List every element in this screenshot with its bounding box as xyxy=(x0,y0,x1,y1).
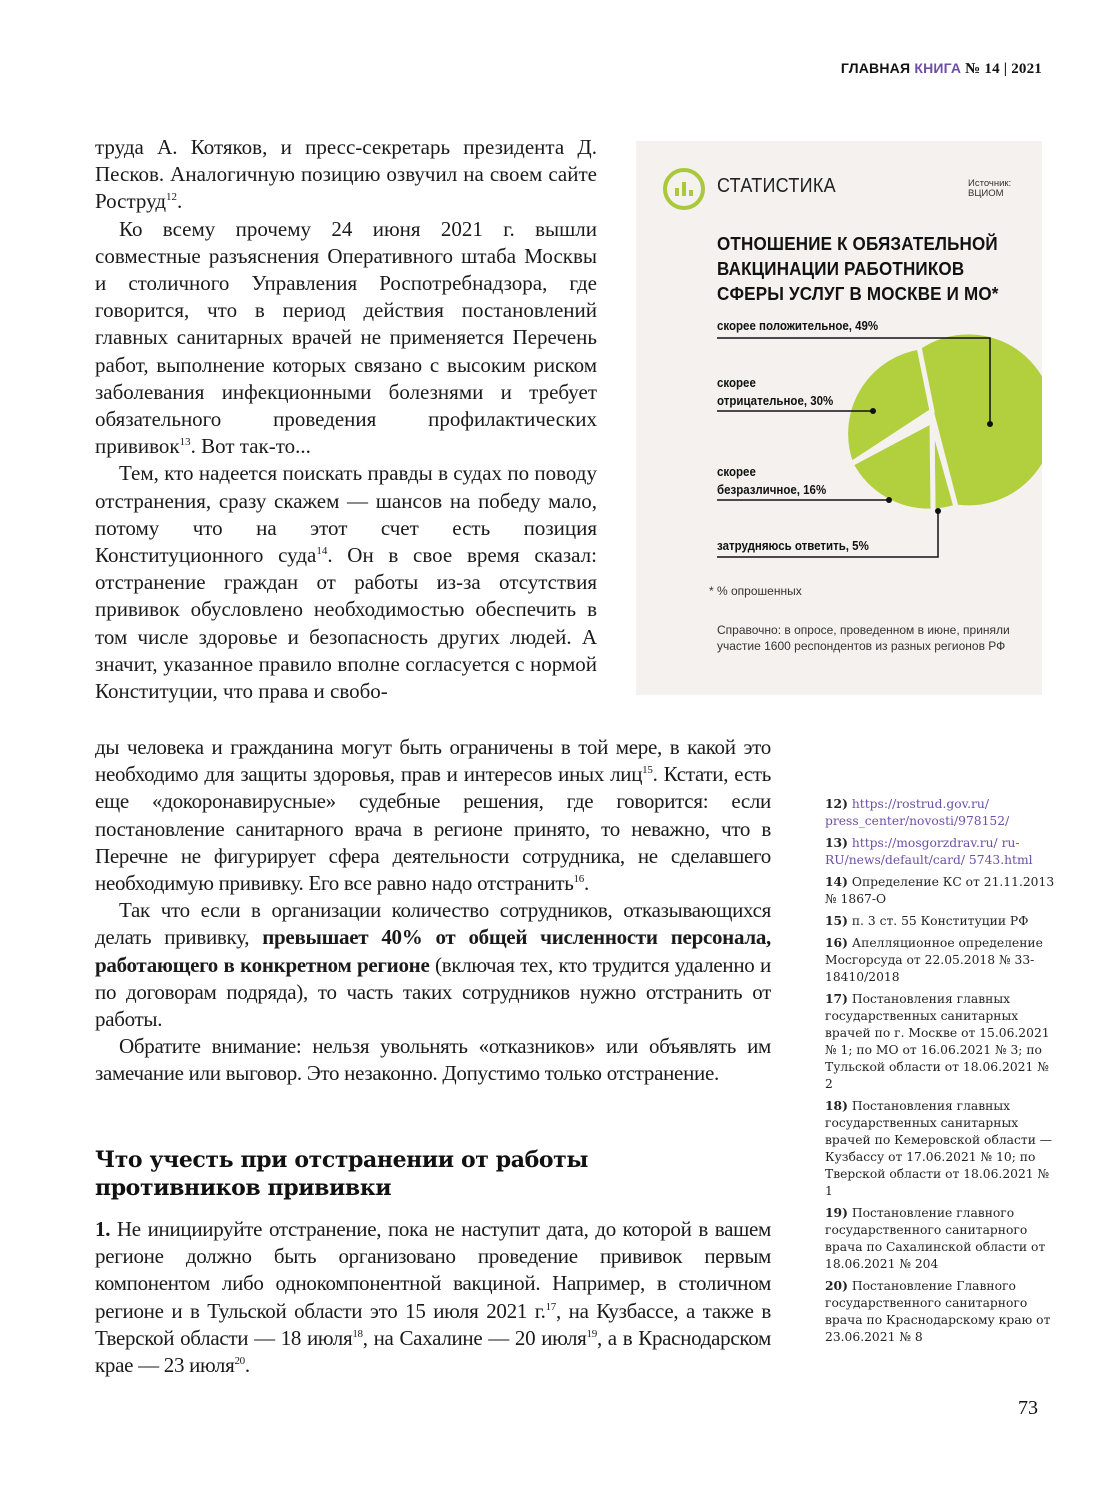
statistics-box xyxy=(636,141,1042,695)
footnote-ref[interactable]: 13 xyxy=(179,436,191,449)
footnote-item: 15) п. 3 ст. 55 Конституции РФ xyxy=(825,913,1029,928)
article-body-narrow xyxy=(95,134,597,705)
label-indifferent-line2: безразличное, 16% xyxy=(717,483,827,497)
footnote-link[interactable]: https://mosgorzdrav.ru/ ru-RU/news/default/card/ 5743.html xyxy=(825,836,1033,867)
label-negative-line1: скорее xyxy=(717,376,756,390)
footnote-item: 19) Постановление главного государственного санитарного врача по Сахалинской области от 18.06.2021 № 204 xyxy=(825,1205,1046,1271)
article-body-wide xyxy=(95,734,771,1088)
chart-footnote: * % опрошенных xyxy=(709,584,802,598)
footnote-item: 20) Постановление Главного государственного санитарного врача по Краснодарскому краю от 23.06.2021 № 8 xyxy=(825,1278,1051,1344)
item-number: 1. xyxy=(95,1217,111,1241)
footnote-item: 12) https://rostrud.gov.ru/ press_center/novosti/978152/ xyxy=(825,796,1010,828)
section-heading: Что учесть при отстранении от работы противников прививки xyxy=(95,1147,589,1201)
footnote-item: 14) Определение КС от 21.11.2013 № 1867-О xyxy=(825,874,1055,906)
paragraph: Ко всему прочему 24 июня 2021 г. вышли совместные разъяснения Оперативного штаба Москвы и столичного Управления Роспотребнадзора, где говорится, что в период действия постановлений главных санитарных врачей не применяется Перечень работ, выполнение которых связано с высоким риском заболевания инфекционными болезнями и требует обязательного проведения профилактических прививок$^{13}$. Вот так-то... xyxy=(95,216,597,459)
footnote-ref[interactable]: 20 xyxy=(234,1355,245,1368)
footnote-link[interactable]: https://rostrud.gov.ru/ press_center/novosti/978152/ xyxy=(825,797,1010,828)
footnote-ref[interactable]: 15 xyxy=(642,764,653,777)
emphasis-text: превышает 40% от общей численности персонала, работающего в конкретном регионе xyxy=(95,925,771,977)
footnote-item: 17) Постановления главных государственных санитарных врачей по г. Москве от 15.06.2021 № 1; по МО от 16.06.2021 № 3; по Тульской области от 18.06.2021 № 2 xyxy=(825,991,1050,1091)
paragraph: Так что если в организации количество сотрудников, отказывающихся делать прививку, превышает 40% от общей численности персонала, работающего в конкретном регионе (включая тех, кто трудится удаленно и по договорам подряда), то часть таких сотрудников нужно отстранить от работы. xyxy=(95,898,771,1032)
footnote-ref[interactable]: 18 xyxy=(352,1327,363,1340)
statistics-label: СТАТИСТИКА xyxy=(717,175,836,197)
paragraph: труда А. Котяков, и пресс-секретарь президента Д. Песков. Аналогичную позицию озвучил на своем сайте Роструд$^{12}$. xyxy=(95,135,597,214)
footnote-item: 13) https://mosgorzdrav.ru/ ru-RU/news/default/card/ 5743.html xyxy=(825,835,1033,867)
source-attribution: Источник: ВЦИОМ xyxy=(968,178,1012,199)
footnote-ref[interactable]: 12 xyxy=(166,191,178,204)
label-negative-line2: отрицательное, 30% xyxy=(717,394,834,408)
footnote-ref[interactable]: 19 xyxy=(586,1327,597,1340)
footnote-item: 16) Апелляционное определение Мосгорсуда от 22.05.2018 № 33-18410/2018 xyxy=(825,935,1043,984)
chart-title: ОТНОШЕНИЕ К ОБЯЗАТЕЛЬНОЙ ВАКЦИНАЦИИ РАБОТНИКОВ СФЕРЫ УСЛУГ В МОСКВЕ И МО* xyxy=(717,233,999,304)
pie-chart xyxy=(636,141,1042,695)
brand-name-part2: КНИГА xyxy=(914,60,962,76)
paragraph: Обратите внимание: нельзя увольнять «отказников» или объявлять им замечание или выговор. Это незаконно. Допустимо только отстранение. xyxy=(95,1034,771,1086)
footnote-item: 18) Постановления главных государственных санитарных врачей по Кемеровской области — Кузбассу от 17.06.2021 № 10; по Тверской области от 18.06.2021 № 1 xyxy=(825,1098,1053,1198)
magazine-masthead xyxy=(841,60,1042,78)
footnote-ref[interactable]: 17 xyxy=(545,1300,557,1313)
label-unsure: затрудняюсь ответить, 5% xyxy=(717,539,869,553)
numbered-item xyxy=(95,1216,771,1379)
footnotes-list xyxy=(825,795,1055,1350)
issue-number: № 14 | 2021 xyxy=(961,61,1042,77)
label-positive: скорее положительное, 49% xyxy=(717,319,879,333)
footnote-ref[interactable]: 14 xyxy=(316,545,328,558)
brand-name-part1: ГЛАВНАЯ xyxy=(840,60,915,76)
survey-reference: Справочно: в опросе, проведенном в июне, приняли участие 1600 респондентов из разных регионов РФ xyxy=(717,623,1010,653)
paragraph: Тем, кто надеется поискать правды в судах по поводу отстранения, сразу скажем — шансов на победу мало, потому что на этот счет есть позиция Конституционного суда$^{14}$. Он в свое время сказал: отстранение граждан от работы из-за отсутствия прививок обусловлено необходимостью обеспечить в том числе здоровье и безопасность других людей. А значит, указанное правило вполне согласуется с нормой Конституции, что права и свобо- xyxy=(95,461,597,704)
paragraph: ды человека и гражданина могут быть ограничены в той мере, в какой это необходимо для защиты здоровья, прав и интересов иных лиц$^{15}$. Кстати, есть еще «докоронавирусные» судебные решения, где говорится: если постановление санитарного врача в регионе принято, то неважно, что в Перечне не фигурирует сфера деятельности сотрудника, не сделавшего необходимую прививку. Его все равно надо отстранить$^{16}$. xyxy=(95,735,771,896)
label-indifferent-line1: скорее xyxy=(717,465,756,479)
footnote-ref[interactable]: 16 xyxy=(573,873,584,886)
page-number: 73 xyxy=(1018,1397,1038,1419)
paragraph: 1. Не инициируйте отстранение, пока не наступит дата, до которой в вашем регионе должно быть организовано проведение прививок первым компонентом либо однокомпонентной вакциной. Например, в столичном регионе и в Тульской области это 15 июля 2021 г.$^{17}$, на Кузбассе, а также в Тверской области — 18 июля$^{18}$, на Сахалине — 20 июля$^{19}$, а в Краснодарском крае — 23 июля$^{20}$. xyxy=(95,1217,771,1378)
